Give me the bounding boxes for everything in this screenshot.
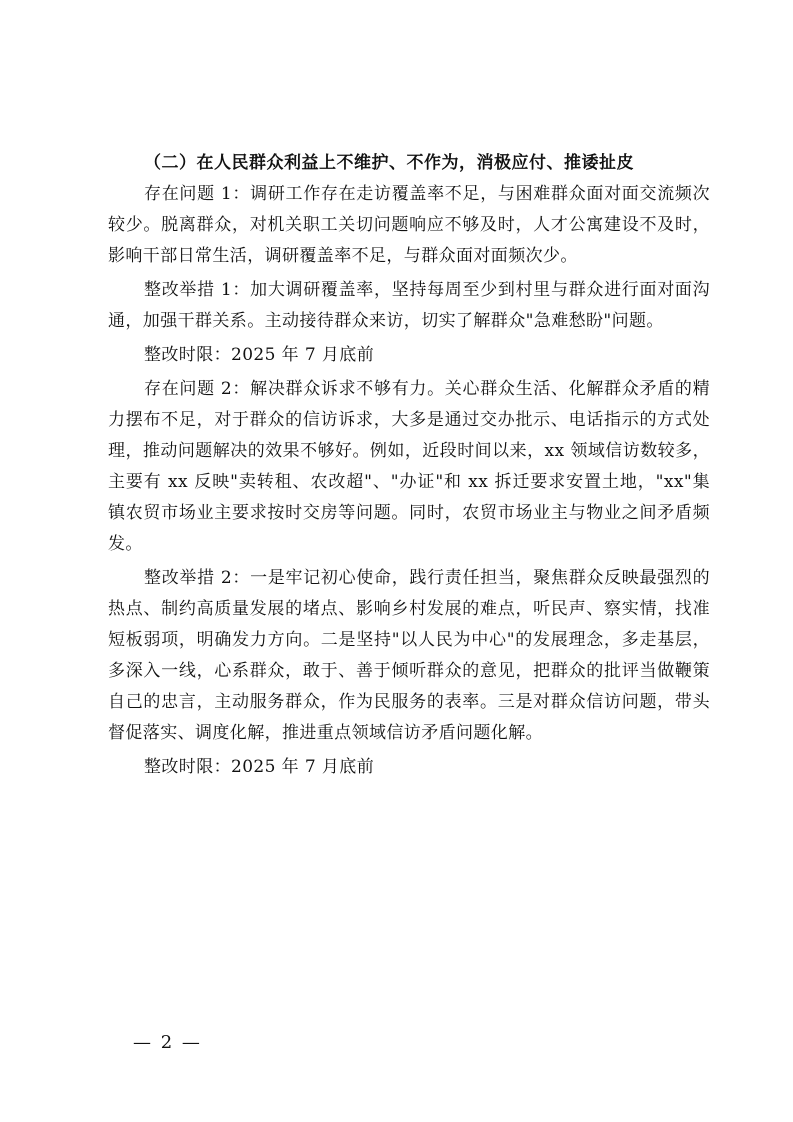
document-body <box>108 148 710 786</box>
deadline-2-paragraph: 整改时限：2025 年 7 月底前 <box>144 757 375 777</box>
section-heading: （二）在人民群众利益上不维护、不作为，消极应付、推诿扯皮 <box>144 153 634 173</box>
problem-2-paragraph: 存在问题 2：解决群众诉求不够有力。关心群众生活、化解群众矛盾的精力摆布不足，对于群众的信访诉求，大多是通过交办批示、电话指示的方式处理，推动问题解决的效果不够好。例如，近段时间以来，xx 领域信访数较多，主要有 xx 反映"卖转租、农改超"、"办证"和 xx 拆迁要求安置土地，"xx"集镇农贸市场业主要求按时交房等问题。同时，农贸市场业主与物业之间矛盾频发。 <box>108 379 710 554</box>
page-number: — 2 — <box>133 1032 202 1053</box>
problem-1-paragraph: 存在问题 1：调研工作存在走访覆盖率不足，与困难群众面对面交流频次较少。脱离群众，对机关职工关切问题响应不够及时，人才公寓建设不及时，影响干部日常生活，调研覆盖率不足，与群众面对面频次少。 <box>108 184 710 266</box>
measure-2-paragraph: 整改举措 2：一是牢记初心使命，践行责任担当，聚焦群众反映最强烈的热点、制约高质量发展的堵点、影响乡村发展的难点，听民声、察实情，找准短板弱项，明确发力方向。二是坚持"以人民为中心"的发展理念，多走基层，多深入一线，心系群众，敢于、善于倾听群众的意见，把群众的批评当做鞭策自己的忠言，主动服务群众，作为民服务的表率。三是对群众信访问题，带头督促落实、调度化解，推进重点领域信访矛盾问题化解。 <box>108 568 710 743</box>
measure-1-paragraph: 整改举措 1：加大调研覆盖率，坚持每周至少到村里与群众进行面对面沟通，加强干群关系。主动接待群众来访，切实了解群众"急难愁盼"问题。 <box>108 280 710 331</box>
deadline-1-paragraph: 整改时限：2025 年 7 月底前 <box>144 345 375 365</box>
